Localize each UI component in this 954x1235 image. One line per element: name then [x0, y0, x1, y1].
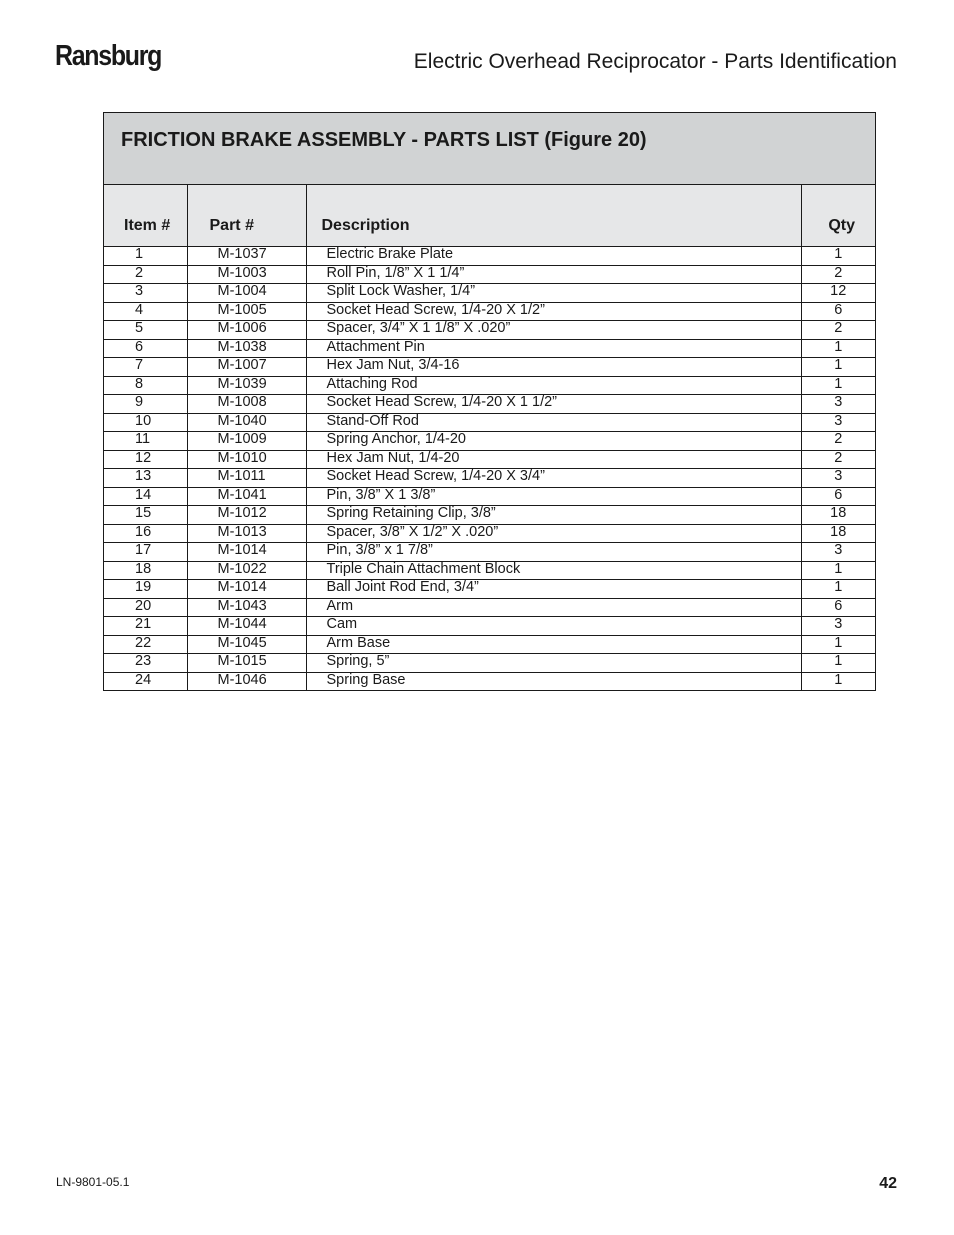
- table-row: [104, 672, 875, 690]
- table-row: [104, 339, 875, 358]
- cell-part-number: M-1006: [187, 321, 306, 340]
- cell-quantity: 1: [801, 635, 875, 654]
- cell-item-number: 20: [104, 598, 187, 617]
- table-row: [104, 617, 875, 636]
- cell-quantity: 1: [801, 376, 875, 395]
- cell-quantity: 1: [801, 247, 875, 266]
- table-row: [104, 450, 875, 469]
- cell-item-number: 24: [135, 671, 152, 688]
- table-row: [104, 506, 875, 525]
- cell-description: Split Lock Washer, 1/4”: [306, 284, 801, 303]
- cell-item-number: 2: [104, 265, 187, 284]
- cell-quantity: 3: [801, 413, 875, 432]
- cell-description: Pin, 3/8” x 1 7/8”: [306, 543, 801, 562]
- page-number: 42: [879, 1175, 897, 1192]
- parts-list-box: [103, 112, 876, 691]
- cell-quantity: 1: [801, 672, 875, 690]
- column-header-item: Item #: [104, 185, 187, 247]
- cell-part-number: M-1037: [187, 247, 306, 266]
- document-number: LN-9801-05.1: [56, 1175, 130, 1189]
- cell-part-number: M-1010: [187, 450, 306, 469]
- cell-quantity: 3: [801, 617, 875, 636]
- table-row: [104, 395, 875, 414]
- column-header-description: Description: [306, 185, 801, 247]
- cell-item-number: 6: [104, 339, 187, 358]
- parts-list-title: FRICTION BRAKE ASSEMBLY - PARTS LIST (Figure 20): [104, 113, 875, 185]
- table-row: [104, 376, 875, 395]
- cell-item-number: 3: [104, 284, 187, 303]
- cell-description: Electric Brake Plate: [306, 247, 801, 266]
- cell-description: Spring Retaining Clip, 3/8”: [306, 506, 801, 525]
- cell-description: Roll Pin, 1/8” X 1 1/4”: [306, 265, 801, 284]
- cell-part-number: M-1045: [187, 635, 306, 654]
- cell-item-number: 18: [104, 561, 187, 580]
- cell-quantity: 1: [801, 580, 875, 599]
- cell-description: Spacer, 3/4” X 1 1/8” X .020”: [306, 321, 801, 340]
- table-row: [104, 302, 875, 321]
- table-row: [104, 635, 875, 654]
- cell-quantity: 18: [801, 506, 875, 525]
- table-row: [104, 432, 875, 451]
- cell-part-number: M-1044: [187, 617, 306, 636]
- cell-part-number: M-1038: [187, 339, 306, 358]
- cell-quantity: 1: [801, 561, 875, 580]
- cell-part-number: M-1014: [187, 580, 306, 599]
- cell-item-number: 4: [104, 302, 187, 321]
- cell-description: Attachment Pin: [306, 339, 801, 358]
- cell-quantity: 1: [801, 654, 875, 673]
- cell-description: Socket Head Screw, 1/4-20 X 1 1/2”: [306, 395, 801, 414]
- cell-part-number: M-1009: [187, 432, 306, 451]
- cell-description: Socket Head Screw, 1/4-20 X 3/4”: [306, 469, 801, 488]
- table-row: [104, 524, 875, 543]
- cell-item-number: 15: [104, 506, 187, 525]
- table-row: [104, 247, 875, 266]
- cell-item-number: 17: [104, 543, 187, 562]
- cell-quantity: 6: [801, 302, 875, 321]
- page-header-title: Electric Overhead Reciprocator - Parts Identification: [413, 50, 897, 73]
- cell-item-number: 22: [104, 635, 187, 654]
- cell-quantity: 18: [801, 524, 875, 543]
- cell-quantity: 1: [801, 358, 875, 377]
- cell-item-number: 7: [104, 358, 187, 377]
- cell-part-number: M-1039: [187, 376, 306, 395]
- cell-description: Arm Base: [306, 635, 801, 654]
- cell-quantity: 6: [801, 487, 875, 506]
- table-row: [104, 561, 875, 580]
- cell-quantity: 6: [801, 598, 875, 617]
- table-row: [104, 284, 875, 303]
- cell-item-number: 21: [104, 617, 187, 636]
- cell-part-number: M-1004: [187, 284, 306, 303]
- table-row: [104, 543, 875, 562]
- table-row: [104, 358, 875, 377]
- cell-description: Pin, 3/8” X 1 3/8”: [306, 487, 801, 506]
- cell-item-number: 1: [104, 247, 187, 266]
- cell-quantity: 2: [801, 450, 875, 469]
- cell-description: Arm: [306, 598, 801, 617]
- cell-description: Hex Jam Nut, 1/4-20: [306, 450, 801, 469]
- cell-quantity: 2: [801, 432, 875, 451]
- cell-description: Stand-Off Rod: [306, 413, 801, 432]
- cell-part-number: M-1043: [187, 598, 306, 617]
- cell-item-number: 19: [104, 580, 187, 599]
- cell-description: Spring Anchor, 1/4-20: [306, 432, 801, 451]
- cell-description: Spacer, 3/8” X 1/2” X .020”: [306, 524, 801, 543]
- cell-item-number: 5: [104, 321, 187, 340]
- cell-part-number: M-1011: [187, 469, 306, 488]
- cell-quantity: 2: [801, 321, 875, 340]
- table-row: [104, 321, 875, 340]
- table-row: [104, 598, 875, 617]
- cell-description: Attaching Rod: [306, 376, 801, 395]
- cell-description: Socket Head Screw, 1/4-20 X 1/2”: [306, 302, 801, 321]
- cell-part-number: M-1015: [187, 654, 306, 673]
- cell-description: Ball Joint Rod End, 3/4”: [306, 580, 801, 599]
- table-row: [104, 265, 875, 284]
- cell-item-number: 10: [104, 413, 187, 432]
- cell-item-number: 11: [104, 432, 187, 451]
- cell-item-number: 8: [104, 376, 187, 395]
- cell-item-number: 13: [104, 469, 187, 488]
- table-row: [104, 469, 875, 488]
- cell-part-number: M-1040: [187, 413, 306, 432]
- cell-quantity: 1: [801, 339, 875, 358]
- cell-description: Cam: [306, 617, 801, 636]
- cell-part-number: M-1007: [187, 358, 306, 377]
- cell-part-number: M-1013: [187, 524, 306, 543]
- cell-quantity: 12: [801, 284, 875, 303]
- brand-logo: Ransburg: [55, 40, 162, 72]
- cell-description: Triple Chain Attachment Block: [306, 561, 801, 580]
- table-row: [104, 413, 875, 432]
- cell-part-number: M-1012: [187, 506, 306, 525]
- cell-item-number: 12: [104, 450, 187, 469]
- cell-part-number: M-1046: [187, 672, 306, 690]
- cell-part-number: M-1014: [187, 543, 306, 562]
- parts-table-header-row: [104, 185, 875, 247]
- cell-description: Spring, 5”: [306, 654, 801, 673]
- cell-part-number: M-1041: [187, 487, 306, 506]
- cell-quantity: 3: [801, 395, 875, 414]
- cell-part-number: M-1005: [187, 302, 306, 321]
- cell-item-number: 23: [104, 654, 187, 673]
- cell-description: Hex Jam Nut, 3/4-16: [306, 358, 801, 377]
- parts-table: [104, 185, 875, 690]
- column-header-part: Part #: [187, 185, 306, 247]
- cell-item-number: 14: [104, 487, 187, 506]
- table-row: [104, 654, 875, 673]
- cell-part-number: M-1022: [187, 561, 306, 580]
- table-row: [104, 580, 875, 599]
- cell-description: Spring Base: [306, 672, 801, 690]
- cell-part-number: M-1008: [187, 395, 306, 414]
- table-row: [104, 487, 875, 506]
- cell-quantity: 3: [801, 543, 875, 562]
- cell-quantity: 2: [801, 265, 875, 284]
- column-header-qty: Qty: [801, 185, 875, 247]
- cell-part-number: M-1003: [187, 265, 306, 284]
- parts-table-body: [104, 247, 875, 691]
- cell-quantity: 3: [801, 469, 875, 488]
- cell-item-number: 9: [104, 395, 187, 414]
- cell-item-number: 16: [104, 524, 187, 543]
